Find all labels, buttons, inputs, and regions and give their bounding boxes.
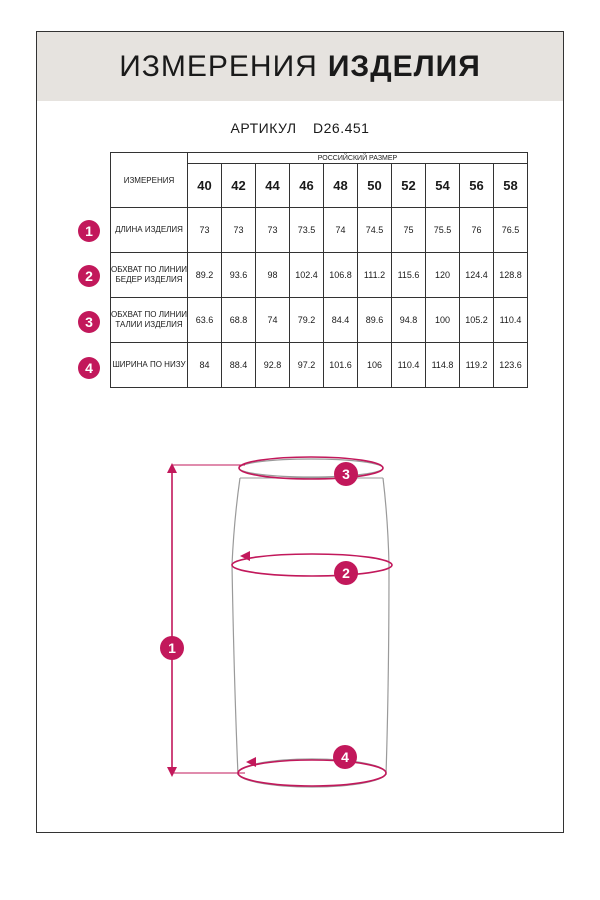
table-cell: 123.6 bbox=[494, 343, 528, 388]
measurements-header: ИЗМЕРЕНИЯ bbox=[111, 153, 188, 208]
diagram-badge-1-label: 1 bbox=[168, 640, 176, 656]
table-cell: 124.4 bbox=[460, 253, 494, 298]
size-header: 50 bbox=[358, 164, 392, 208]
table-cell: 74 bbox=[324, 208, 358, 253]
hip-measure bbox=[232, 554, 392, 576]
table-cell: 73.5 bbox=[290, 208, 324, 253]
table-cell: 106 bbox=[358, 343, 392, 388]
skirt-outline bbox=[232, 478, 389, 775]
table-cell: 115.6 bbox=[392, 253, 426, 298]
table-cell: 105.2 bbox=[460, 298, 494, 343]
size-header: 40 bbox=[188, 164, 222, 208]
table-cell: 128.8 bbox=[494, 253, 528, 298]
table-cell: 111.2 bbox=[358, 253, 392, 298]
table-cell: 110.4 bbox=[494, 298, 528, 343]
table-cell: 76.5 bbox=[494, 208, 528, 253]
row-badge-2: 2 bbox=[78, 265, 100, 287]
size-header: 46 bbox=[290, 164, 324, 208]
table-cell: 68.8 bbox=[222, 298, 256, 343]
title-light: ИЗМЕРЕНИЯ bbox=[119, 49, 318, 83]
article-code: D26.451 bbox=[313, 120, 370, 136]
table-cell: 74 bbox=[256, 298, 290, 343]
table-cell: 114.8 bbox=[426, 343, 460, 388]
table-cell: 75 bbox=[392, 208, 426, 253]
table-cell: 93.6 bbox=[222, 253, 256, 298]
waistband bbox=[239, 459, 383, 477]
table-cell: 79.2 bbox=[290, 298, 324, 343]
size-header: 48 bbox=[324, 164, 358, 208]
table-cell: 89.6 bbox=[358, 298, 392, 343]
table-cell: 73 bbox=[222, 208, 256, 253]
row-badge-4: 4 bbox=[78, 357, 100, 379]
waist-measure bbox=[239, 457, 383, 479]
size-header: 56 bbox=[460, 164, 494, 208]
table-cell: 63.6 bbox=[188, 298, 222, 343]
table-cell: 73 bbox=[256, 208, 290, 253]
article-label: АРТИКУЛ bbox=[230, 120, 297, 136]
row-badge-1: 1 bbox=[78, 220, 100, 242]
diagram-badge-4-label: 4 bbox=[341, 749, 349, 765]
table-cell: 120 bbox=[426, 253, 460, 298]
table-cell: 84 bbox=[188, 343, 222, 388]
table-cell: 102.4 bbox=[290, 253, 324, 298]
size-header: 44 bbox=[256, 164, 290, 208]
table-cell: 76 bbox=[460, 208, 494, 253]
row-label: ШИРИНА ПО НИЗУ bbox=[111, 343, 188, 388]
table-cell: 98 bbox=[256, 253, 290, 298]
length-arrow-bottom bbox=[167, 767, 177, 777]
size-header: 42 bbox=[222, 164, 256, 208]
table-cell: 94.8 bbox=[392, 298, 426, 343]
table-cell: 110.4 bbox=[392, 343, 426, 388]
row-badge-3: 3 bbox=[78, 311, 100, 333]
table-cell: 84.4 bbox=[324, 298, 358, 343]
title-bold: ИЗДЕЛИЯ bbox=[327, 49, 481, 83]
size-system-header: РОССИЙСКИЙ РАЗМЕР bbox=[188, 153, 528, 164]
row-label: ДЛИНА ИЗДЕЛИЯ bbox=[111, 208, 188, 253]
table-cell: 89.2 bbox=[188, 253, 222, 298]
table-cell: 92.8 bbox=[256, 343, 290, 388]
table-cell: 106.8 bbox=[324, 253, 358, 298]
table-cell: 119.2 bbox=[460, 343, 494, 388]
table-cell: 73 bbox=[188, 208, 222, 253]
hem-measure bbox=[238, 760, 386, 786]
table-cell: 88.4 bbox=[222, 343, 256, 388]
table-cell: 101.6 bbox=[324, 343, 358, 388]
diagram-badge-2-label: 2 bbox=[342, 565, 350, 581]
row-label: ОБХВАТ ПО ЛИНИИ БЕДЕР ИЗДЕЛИЯ bbox=[111, 253, 188, 298]
table-cell: 100 bbox=[426, 298, 460, 343]
size-header: 54 bbox=[426, 164, 460, 208]
size-header: 58 bbox=[494, 164, 528, 208]
size-header: 52 bbox=[392, 164, 426, 208]
table-cell: 97.2 bbox=[290, 343, 324, 388]
row-label: ОБХВАТ ПО ЛИНИИ ТАЛИИ ИЗДЕЛИЯ bbox=[111, 298, 188, 343]
diagram-badge-3-label: 3 bbox=[342, 466, 350, 482]
table-cell: 74.5 bbox=[358, 208, 392, 253]
table-cell: 75.5 bbox=[426, 208, 460, 253]
